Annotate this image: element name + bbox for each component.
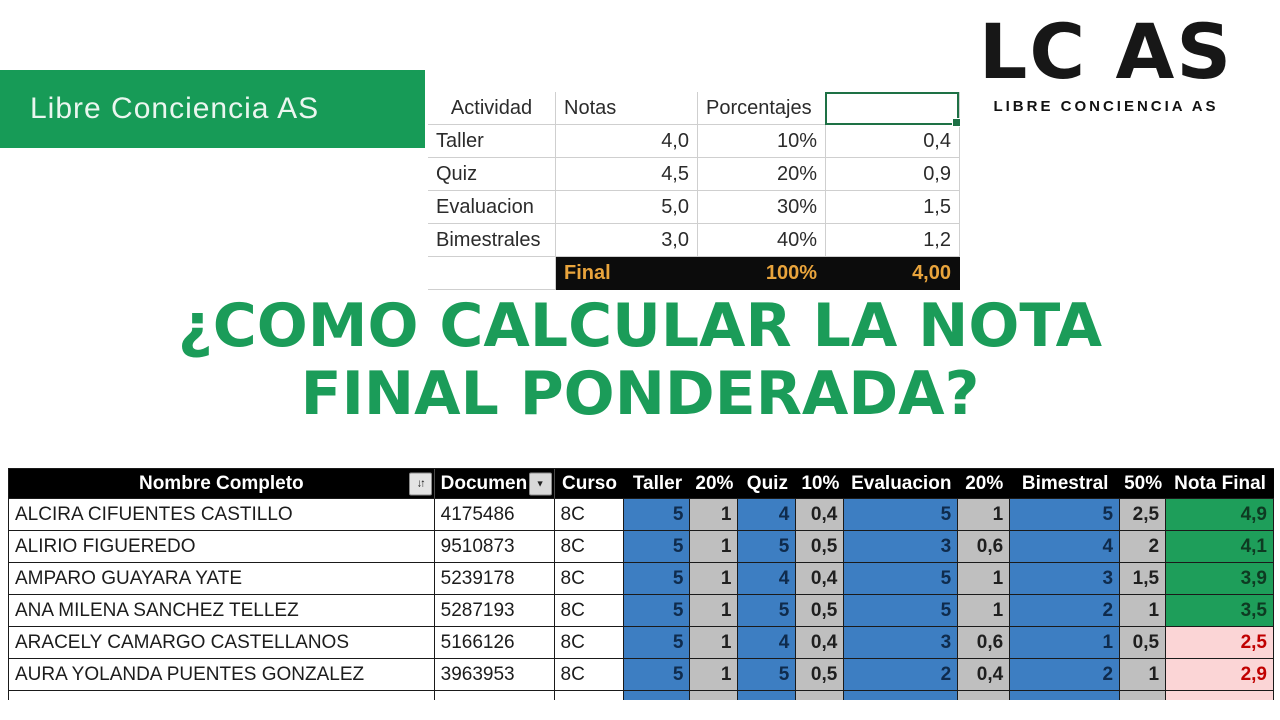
grades-cell-blue[interactable]: 5 — [624, 563, 690, 595]
worksheet-final-value[interactable]: 4,00 — [826, 257, 960, 290]
grades-cell-grey[interactable]: 1 — [690, 595, 738, 627]
grades-cell-grey[interactable]: 0,5 — [796, 531, 844, 563]
worksheet-row — [428, 158, 960, 191]
grades-cell-blue[interactable]: 4 — [738, 627, 796, 659]
channel-banner — [0, 70, 425, 148]
grades-cell-blue[interactable]: 5 — [738, 531, 796, 563]
grades-header-grey[interactable]: 50% — [1120, 469, 1166, 499]
grades-cell-blue[interactable]: 1 — [1010, 627, 1120, 659]
worksheet-cell-ponderado[interactable]: 1,2 — [826, 224, 960, 257]
worksheet-cell-nota[interactable]: 3,0 — [556, 224, 698, 257]
grades-cell-blue[interactable]: 4 — [1010, 531, 1120, 563]
grades-cell-nota-final[interactable]: 2,5 — [1166, 627, 1274, 659]
grades-cell-blue[interactable]: 5 — [844, 499, 958, 531]
grades-cell-grey[interactable]: 1 — [1120, 659, 1166, 691]
grades-cell-partial — [1120, 691, 1166, 700]
grades-cell-grey[interactable]: 1 — [958, 499, 1010, 531]
grades-cell-blue[interactable]: 4 — [738, 563, 796, 595]
grades-cell-blue[interactable]: 5 — [1010, 499, 1120, 531]
logo-subtitle: LIBRE CONCIENCIA AS — [993, 98, 1219, 115]
grades-cell-partial — [796, 691, 844, 700]
grades-cell-grey[interactable]: 0,5 — [1120, 627, 1166, 659]
grades-cell-grey[interactable]: 0,6 — [958, 627, 1010, 659]
grades-header-grey[interactable]: 20% — [958, 469, 1010, 499]
grades-cell-nota-final[interactable]: 3,9 — [1166, 563, 1274, 595]
grades-cell-doc[interactable]: 4175486 — [435, 499, 555, 531]
grades-cell-name[interactable]: ALIRIO FIGUEREDO — [9, 531, 435, 563]
page-title-line2: FINAL PONDERADA? — [300, 359, 980, 429]
worksheet-header-cell[interactable]: Porcentajes — [698, 92, 826, 125]
grades-cell-partial — [555, 691, 625, 700]
grades-cell-partial — [958, 691, 1010, 700]
grades-header-blue[interactable]: Bimestral — [1010, 469, 1120, 499]
grades-header-name[interactable]: Nombre Completo ↓↑ — [9, 469, 435, 499]
grades-cell-blue[interactable]: 5 — [844, 595, 958, 627]
grades-cell-blue[interactable]: 5 — [624, 659, 690, 691]
grades-cell-text[interactable]: 8C — [555, 531, 625, 563]
grades-cell-blue[interactable]: 5 — [844, 563, 958, 595]
worksheet-header-cell[interactable]: Notas — [556, 92, 698, 125]
grades-cell-name[interactable]: AURA YOLANDA PUENTES GONZALEZ — [9, 659, 435, 691]
grades-cell-blue[interactable]: 2 — [1010, 659, 1120, 691]
grades-cell-text[interactable]: 8C — [555, 499, 625, 531]
grades-cell-grey[interactable]: 1 — [690, 563, 738, 595]
grades-cell-blue[interactable]: 3 — [1010, 563, 1120, 595]
grades-row — [9, 531, 1274, 563]
grades-cell-grey[interactable]: 1 — [958, 563, 1010, 595]
worksheet-cell-porcentaje[interactable]: 10% — [698, 125, 826, 158]
grades-cell-blue[interactable]: 3 — [844, 627, 958, 659]
worksheet-table — [428, 92, 960, 290]
grades-table — [8, 468, 1274, 700]
grades-cell-grey[interactable]: 0,5 — [796, 659, 844, 691]
grades-cell-grey[interactable]: 0,6 — [958, 531, 1010, 563]
worksheet-cell-porcentaje[interactable]: 30% — [698, 191, 826, 224]
worksheet-final-percent[interactable]: 100% — [698, 257, 826, 290]
grades-cell-partial — [844, 691, 958, 700]
grades-cell-partial — [624, 691, 690, 700]
grades-cell-grey[interactable]: 1 — [690, 531, 738, 563]
grades-cell-blue[interactable]: 2 — [1010, 595, 1120, 627]
grades-header-final[interactable]: Nota Final — [1166, 469, 1274, 499]
grades-cell-grey[interactable]: 1 — [690, 627, 738, 659]
grades-row — [9, 595, 1274, 627]
worksheet-cell-ponderado[interactable]: 0,4 — [826, 125, 960, 158]
worksheet-cell-porcentaje[interactable]: 40% — [698, 224, 826, 257]
grades-header-grey[interactable]: 20% — [690, 469, 738, 499]
logo-text: LC AS — [978, 7, 1234, 96]
grades-cell-blue[interactable]: 2 — [844, 659, 958, 691]
worksheet-header-row — [428, 92, 960, 125]
grades-row — [9, 659, 1274, 691]
grades-header-blue[interactable]: Evaluacion — [844, 469, 958, 499]
grades-cell-blue[interactable]: 5 — [738, 595, 796, 627]
grades-header-doc[interactable]: Documen ▼ — [435, 469, 555, 499]
grades-cell-blue[interactable]: 5 — [624, 595, 690, 627]
worksheet-final-label[interactable]: Final — [556, 257, 698, 290]
worksheet-cell-nota[interactable]: 4,0 — [556, 125, 698, 158]
grades-cell-name[interactable]: AMPARO GUAYARA YATE — [9, 563, 435, 595]
grades-cell-partial — [435, 691, 555, 700]
grades-cell-grey[interactable]: 1 — [690, 659, 738, 691]
grades-cell-blue[interactable]: 5 — [624, 499, 690, 531]
grades-cell-grey[interactable]: 0,4 — [958, 659, 1010, 691]
grades-cell-doc[interactable]: 5166126 — [435, 627, 555, 659]
grades-header-blue[interactable]: Taller — [624, 469, 690, 499]
grades-cell-partial — [1010, 691, 1120, 700]
grades-cell-doc[interactable]: 5287193 — [435, 595, 555, 627]
grades-cell-blue[interactable]: 4 — [738, 499, 796, 531]
grades-cell-nota-final[interactable]: 3,5 — [1166, 595, 1274, 627]
worksheet-cell-ponderado[interactable]: 0,9 — [826, 158, 960, 191]
grades-header-blue[interactable]: Quiz — [738, 469, 796, 499]
worksheet-cell-actividad[interactable]: Quiz — [428, 158, 556, 191]
worksheet-row — [428, 191, 960, 224]
worksheet-header-cell[interactable]: Actividad — [428, 92, 556, 125]
grades-cell-name[interactable]: ANA MILENA SANCHEZ TELLEZ — [9, 595, 435, 627]
grades-row — [9, 627, 1274, 659]
grades-cell-grey[interactable]: 2 — [1120, 531, 1166, 563]
grades-cell-doc[interactable]: 9510873 — [435, 531, 555, 563]
worksheet-row — [428, 224, 960, 257]
worksheet-total-row — [428, 257, 960, 290]
grades-cell-grey[interactable]: 1 — [690, 499, 738, 531]
channel-banner-label: Libre Conciencia AS — [30, 92, 320, 125]
grades-cell-grey[interactable]: 1,5 — [1120, 563, 1166, 595]
grades-cell-partial — [738, 691, 796, 700]
worksheet-cell-nota[interactable]: 5,0 — [556, 191, 698, 224]
worksheet-header-cell[interactable] — [826, 92, 960, 125]
grades-cell-name[interactable]: ALCIRA CIFUENTES CASTILLO — [9, 499, 435, 531]
channel-logo — [966, 8, 1246, 115]
worksheet-row — [428, 125, 960, 158]
worksheet-cell-actividad[interactable]: Taller — [428, 125, 556, 158]
grades-cell-text[interactable]: 8C — [555, 627, 625, 659]
grades-cell-text[interactable]: 8C — [555, 563, 625, 595]
grades-cell-grey[interactable]: 1 — [1120, 595, 1166, 627]
page-title-line1: ¿COMO CALCULAR LA NOTA — [177, 291, 1103, 361]
grades-cell-nota-final[interactable]: 4,1 — [1166, 531, 1274, 563]
grades-cell-doc[interactable]: 3963953 — [435, 659, 555, 691]
grades-cell-grey[interactable]: 0,4 — [796, 499, 844, 531]
sort-button[interactable]: ↓↑ — [409, 472, 432, 495]
worksheet-cell-actividad[interactable]: Evaluacion — [428, 191, 556, 224]
grades-cell-partial — [690, 691, 738, 700]
grades-cell-doc[interactable]: 5239178 — [435, 563, 555, 595]
grades-row-partial — [9, 691, 1274, 700]
worksheet-cell-porcentaje[interactable]: 20% — [698, 158, 826, 191]
grades-cell-text[interactable]: 8C — [555, 595, 625, 627]
grades-cell-text[interactable]: 8C — [555, 659, 625, 691]
worksheet-cell-empty[interactable] — [428, 257, 556, 290]
grades-cell-grey[interactable]: 2,5 — [1120, 499, 1166, 531]
grades-header-text[interactable]: Curso — [555, 469, 625, 499]
grades-cell-grey[interactable]: 1 — [958, 595, 1010, 627]
filter-dropdown-button[interactable]: ▼ — [529, 472, 552, 495]
grades-cell-grey[interactable]: 0,4 — [796, 563, 844, 595]
grades-cell-blue[interactable]: 5 — [738, 659, 796, 691]
grades-row — [9, 563, 1274, 595]
worksheet-cell-ponderado[interactable]: 1,5 — [826, 191, 960, 224]
grades-cell-partial — [9, 691, 435, 700]
grades-cell-nota-final[interactable]: 2,9 — [1166, 659, 1274, 691]
grades-cell-name[interactable]: ARACELY CAMARGO CASTELLANOS — [9, 627, 435, 659]
grades-cell-partial — [1166, 691, 1274, 700]
grades-cell-nota-final[interactable]: 4,9 — [1166, 499, 1274, 531]
grades-cell-grey[interactable]: 0,4 — [796, 627, 844, 659]
grades-row — [9, 499, 1274, 531]
worksheet-cell-actividad[interactable]: Bimestrales — [428, 224, 556, 257]
grades-cell-blue[interactable]: 3 — [844, 531, 958, 563]
grades-cell-blue[interactable]: 5 — [624, 627, 690, 659]
page-title — [0, 292, 1280, 428]
grades-cell-grey[interactable]: 0,5 — [796, 595, 844, 627]
grades-header-row — [9, 469, 1274, 499]
worksheet-cell-nota[interactable]: 4,5 — [556, 158, 698, 191]
grades-cell-blue[interactable]: 5 — [624, 531, 690, 563]
grades-header-grey[interactable]: 10% — [796, 469, 844, 499]
